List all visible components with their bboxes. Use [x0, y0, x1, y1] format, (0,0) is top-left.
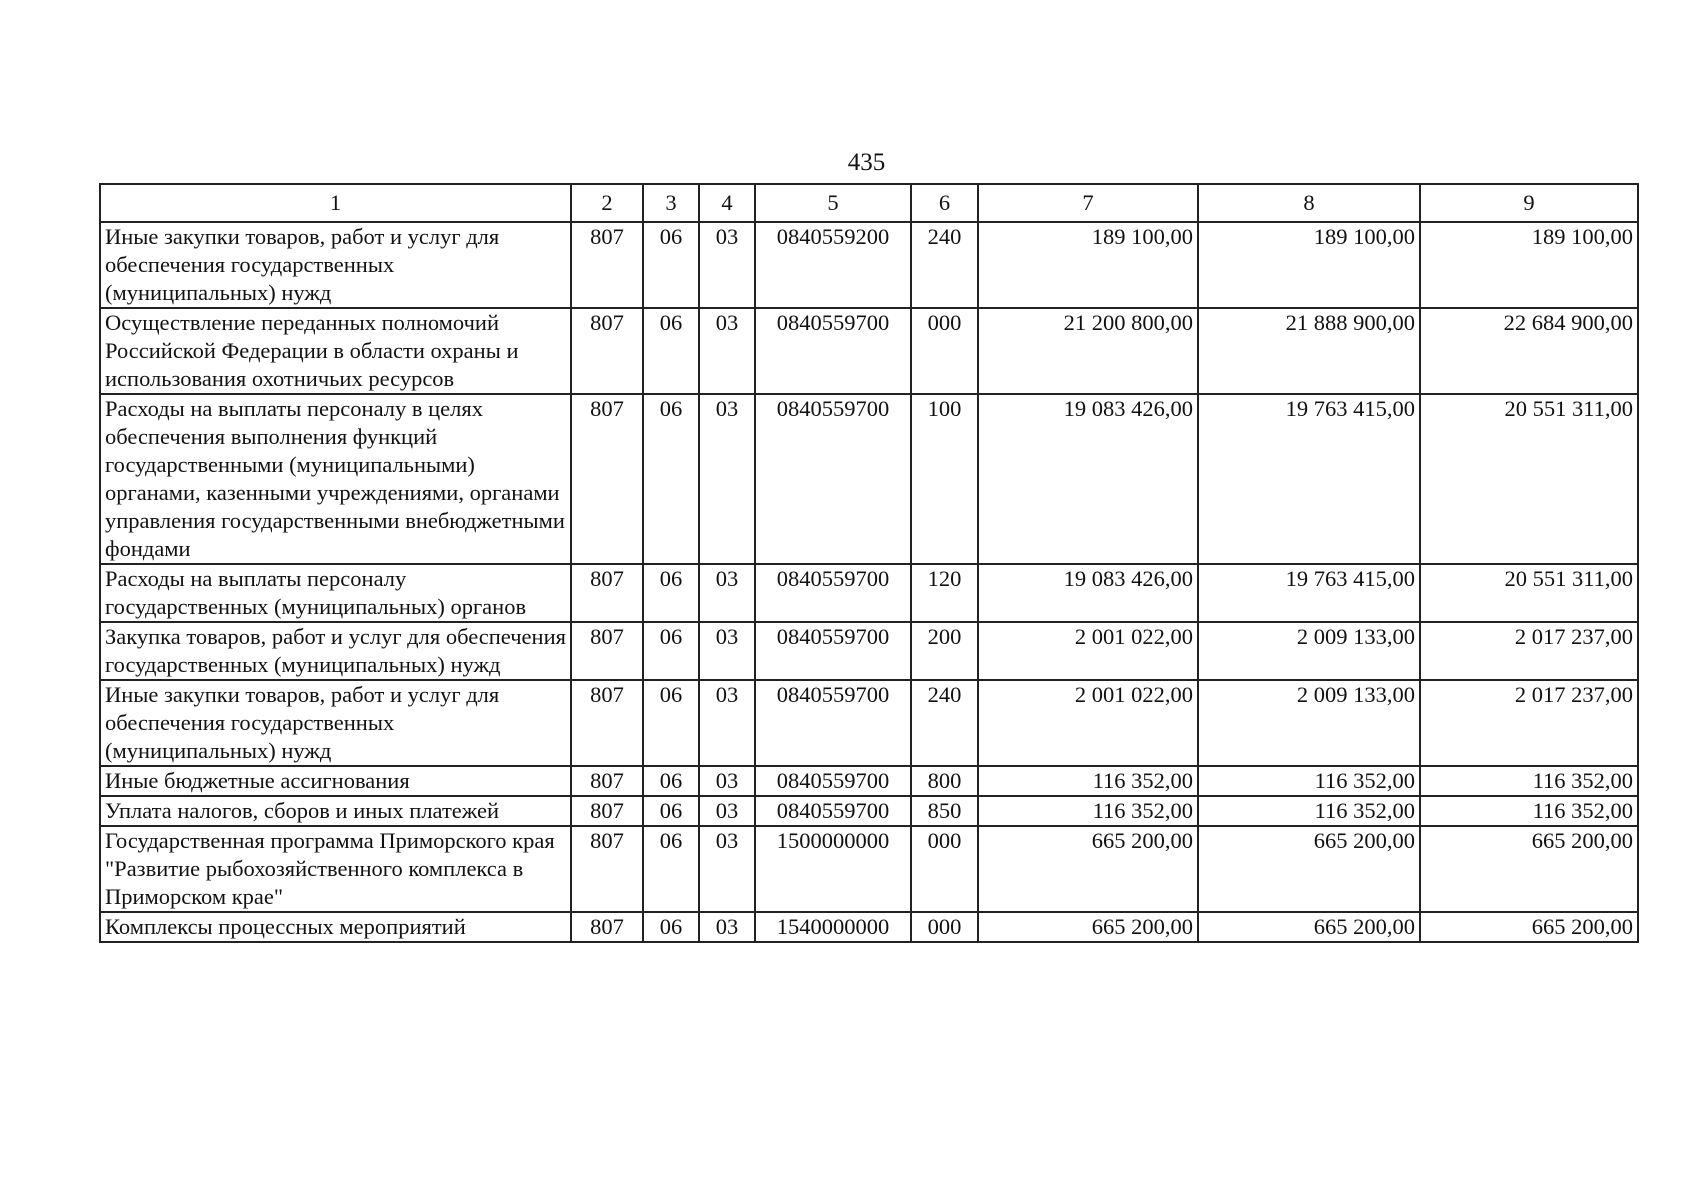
target-item-code: 0840559700 [755, 766, 911, 796]
column-header-8: 8 [1198, 184, 1420, 222]
table-row [100, 912, 1638, 942]
column-header-9: 9 [1420, 184, 1638, 222]
expense-name: Осуществление переданных полномочий Российской Федерации в области охраны и использования охотничьих ресурсов [100, 308, 571, 394]
target-item-code: 1540000000 [755, 912, 911, 942]
expense-type-code: 000 [911, 912, 978, 942]
subsection-code: 03 [699, 394, 755, 564]
amount-column-7: 21 200 800,00 [978, 308, 1198, 394]
expense-type-code: 240 [911, 680, 978, 766]
section-code: 06 [643, 680, 699, 766]
column-header-5: 5 [755, 184, 911, 222]
table-row [100, 680, 1638, 766]
table-row [100, 394, 1638, 564]
amount-column-9: 189 100,00 [1420, 222, 1638, 308]
amount-column-7: 19 083 426,00 [978, 394, 1198, 564]
expense-type-code: 000 [911, 826, 978, 912]
expense-name: Иные бюджетные ассигнования [100, 766, 571, 796]
target-item-code: 0840559200 [755, 222, 911, 308]
ministry-code: 807 [571, 796, 643, 826]
amount-column-9: 116 352,00 [1420, 766, 1638, 796]
amount-column-7: 2 001 022,00 [978, 622, 1198, 680]
section-code: 06 [643, 766, 699, 796]
target-item-code: 0840559700 [755, 394, 911, 564]
table-row [100, 308, 1638, 394]
expense-name: Государственная программа Приморского края "Развитие рыбохозяйственного комплекса в Приморском крае" [100, 826, 571, 912]
target-item-code: 0840559700 [755, 680, 911, 766]
expense-name: Иные закупки товаров, работ и услуг для обеспечения государственных (муниципальных) нужд [100, 222, 571, 308]
section-code: 06 [643, 796, 699, 826]
section-code: 06 [643, 394, 699, 564]
amount-column-7: 189 100,00 [978, 222, 1198, 308]
target-item-code: 1500000000 [755, 826, 911, 912]
subsection-code: 03 [699, 912, 755, 942]
amount-column-9: 22 684 900,00 [1420, 308, 1638, 394]
table-row [100, 766, 1638, 796]
expense-type-code: 850 [911, 796, 978, 826]
amount-column-7: 116 352,00 [978, 796, 1198, 826]
header-row [100, 184, 1638, 222]
ministry-code: 807 [571, 394, 643, 564]
expense-type-code: 120 [911, 564, 978, 622]
section-code: 06 [643, 912, 699, 942]
amount-column-7: 116 352,00 [978, 766, 1198, 796]
amount-column-8: 665 200,00 [1198, 912, 1420, 942]
column-header-1: 1 [100, 184, 571, 222]
expense-name: Уплата налогов, сборов и иных платежей [100, 796, 571, 826]
table-row [100, 564, 1638, 622]
amount-column-8: 116 352,00 [1198, 766, 1420, 796]
page-number: 435 [847, 149, 886, 176]
column-header-3: 3 [643, 184, 699, 222]
subsection-code: 03 [699, 796, 755, 826]
ministry-code: 807 [571, 826, 643, 912]
table-row [100, 222, 1638, 308]
amount-column-8: 2 009 133,00 [1198, 680, 1420, 766]
column-header-6: 6 [911, 184, 978, 222]
subsection-code: 03 [699, 766, 755, 796]
target-item-code: 0840559700 [755, 796, 911, 826]
section-code: 06 [643, 564, 699, 622]
amount-column-8: 665 200,00 [1198, 826, 1420, 912]
expense-name: Закупка товаров, работ и услуг для обеспечения государственных (муниципальных) нужд [100, 622, 571, 680]
subsection-code: 03 [699, 622, 755, 680]
expense-type-code: 000 [911, 308, 978, 394]
table-row [100, 796, 1638, 826]
subsection-code: 03 [699, 680, 755, 766]
amount-column-8: 116 352,00 [1198, 796, 1420, 826]
amount-column-7: 2 001 022,00 [978, 680, 1198, 766]
expense-type-code: 800 [911, 766, 978, 796]
amount-column-8: 19 763 415,00 [1198, 564, 1420, 622]
expense-type-code: 240 [911, 222, 978, 308]
budget-table [99, 183, 1639, 943]
amount-column-7: 19 083 426,00 [978, 564, 1198, 622]
ministry-code: 807 [571, 308, 643, 394]
section-code: 06 [643, 622, 699, 680]
section-code: 06 [643, 222, 699, 308]
ministry-code: 807 [571, 622, 643, 680]
section-code: 06 [643, 308, 699, 394]
amount-column-8: 2 009 133,00 [1198, 622, 1420, 680]
subsection-code: 03 [699, 826, 755, 912]
amount-column-9: 116 352,00 [1420, 796, 1638, 826]
amount-column-9: 20 551 311,00 [1420, 564, 1638, 622]
amount-column-9: 665 200,00 [1420, 912, 1638, 942]
amount-column-8: 21 888 900,00 [1198, 308, 1420, 394]
expense-type-code: 200 [911, 622, 978, 680]
amount-column-8: 19 763 415,00 [1198, 394, 1420, 564]
amount-column-9: 2 017 237,00 [1420, 622, 1638, 680]
column-header-4: 4 [699, 184, 755, 222]
table-row [100, 826, 1638, 912]
column-header-7: 7 [978, 184, 1198, 222]
subsection-code: 03 [699, 222, 755, 308]
ministry-code: 807 [571, 222, 643, 308]
amount-column-9: 20 551 311,00 [1420, 394, 1638, 564]
subsection-code: 03 [699, 308, 755, 394]
expense-name: Комплексы процессных мероприятий [100, 912, 571, 942]
amount-column-9: 665 200,00 [1420, 826, 1638, 912]
amount-column-9: 2 017 237,00 [1420, 680, 1638, 766]
target-item-code: 0840559700 [755, 564, 911, 622]
ministry-code: 807 [571, 564, 643, 622]
table-row [100, 622, 1638, 680]
expense-name: Расходы на выплаты персоналу государственных (муниципальных) органов [100, 564, 571, 622]
expense-type-code: 100 [911, 394, 978, 564]
amount-column-7: 665 200,00 [978, 912, 1198, 942]
target-item-code: 0840559700 [755, 308, 911, 394]
amount-column-7: 665 200,00 [978, 826, 1198, 912]
subsection-code: 03 [699, 564, 755, 622]
target-item-code: 0840559700 [755, 622, 911, 680]
column-header-2: 2 [571, 184, 643, 222]
amount-column-8: 189 100,00 [1198, 222, 1420, 308]
ministry-code: 807 [571, 680, 643, 766]
expense-name: Расходы на выплаты персоналу в целях обеспечения выполнения функций государственными (муниципальными) органами, казенными учреждениями, органами управления государственными внебюджетными фондами [100, 394, 571, 564]
ministry-code: 807 [571, 912, 643, 942]
expense-name: Иные закупки товаров, работ и услуг для обеспечения государственных (муниципальных) нужд [100, 680, 571, 766]
section-code: 06 [643, 826, 699, 912]
ministry-code: 807 [571, 766, 643, 796]
